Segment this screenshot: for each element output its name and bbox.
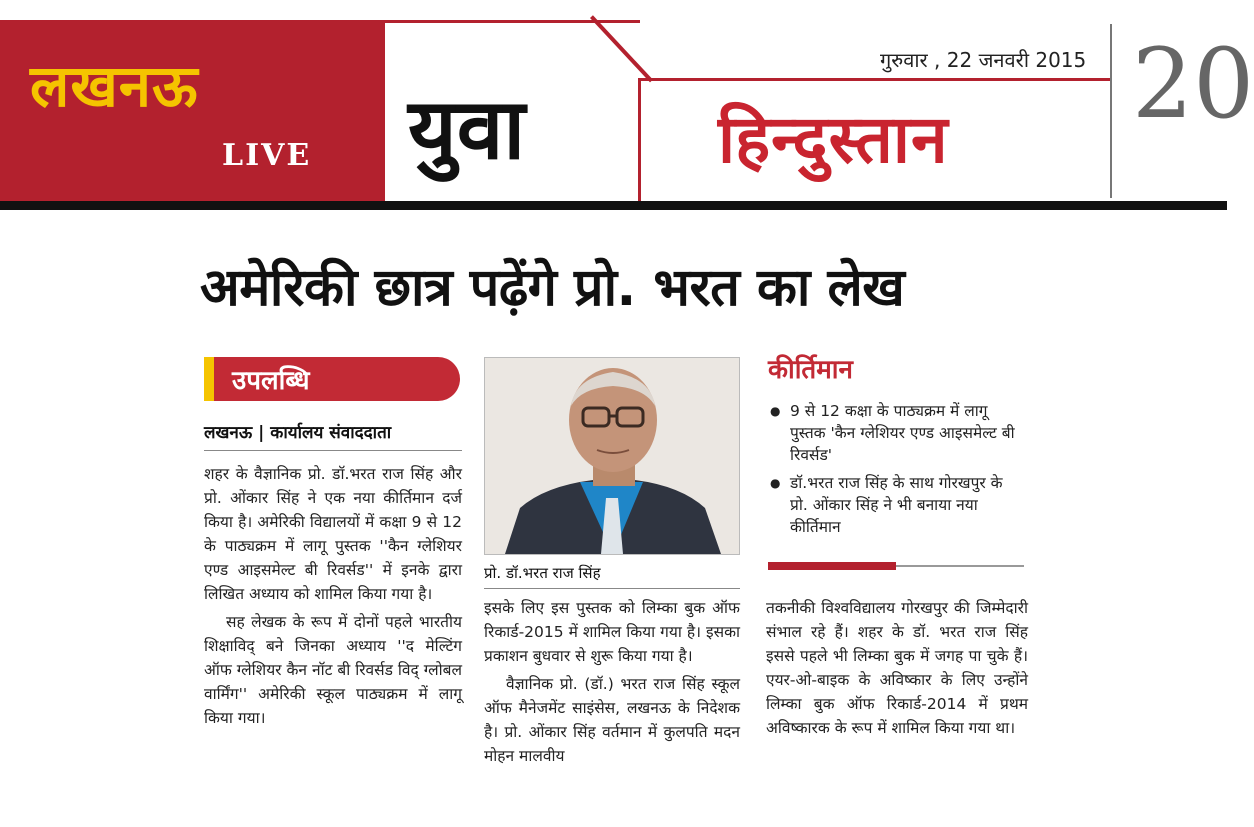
column-2-paragraph-2: वैज्ञानिक प्रो. (डॉ.) भरत राज सिंह स्कूल ऑफ मैनेजमेंट साइंसेस, लखनऊ के निदेशक है। प्रो. ओंकार सिंह वर्तमान में कुलपति मदन मोहन मालवीय — [484, 675, 740, 765]
caption-rule — [484, 588, 740, 589]
column-1-paragraph-1: शहर के वैज्ञानिक प्रो. डॉ.भरत राज सिंह और प्रो. ओंकार सिंह ने एक नया कीर्तिमान दर्ज किया है। अमेरिकी विद्यालयों में कक्षा 9 से 12 के पाठ्यक्रम में लागू पुस्तक ''कैन ग्लेशियर एण्ड आइसमेल्ट बी रिवर्सड'' में इनके द्वारा लिखित अध्याय को शामिल किया गया है। — [204, 465, 462, 603]
record-item: ● डॉ.भरत राज सिंह के साथ गोरखपुर के प्रो. ओंकार सिंह ने भी बनाया नया कीर्तिमान — [770, 472, 1025, 538]
section-tag-label: उपलब्धि — [232, 366, 310, 396]
author-photo — [484, 357, 740, 555]
column-2 — [484, 596, 740, 768]
dateline: लखनऊ | कार्यालय संवाददाता — [204, 423, 392, 443]
record-box-gray-rule — [896, 565, 1024, 567]
live-label: LIVE — [222, 138, 312, 173]
page-number-divider — [1110, 24, 1112, 198]
section-name: युवा — [408, 80, 526, 178]
dateline-rule — [204, 450, 462, 451]
newspaper-logo: हिन्दुस्तान — [718, 101, 949, 178]
column-2-paragraph-1: इसके लिए इस पुस्तक को लिम्का बुक ऑफ रिकार्ड-2015 में शामिल किया गया है। इसका प्रकाशन बुधवार से शुरू किया गया है। — [484, 599, 740, 665]
masthead-red-divider — [638, 78, 641, 204]
section-tag — [204, 357, 460, 401]
article-headline: अमेरिकी छात्र पढ़ेंगे प्रो. भरत का लेख — [200, 258, 905, 318]
column-1-paragraph-2: सह लेखक के रूप में दोनों पहले भारतीय शिक्षाविद् बने जिनका अध्याय ''द मेल्टिंग ऑफ ग्लेशियर कैन नॉट बी रिवर्सड विद् ग्लोबल वार्मिंग'' अमेरिकी स्कूल पाठ्यक्रम में लागू किया गया। — [204, 613, 462, 727]
author-photo-image — [485, 358, 739, 554]
section-tag-accent — [204, 357, 214, 401]
record-item: ● 9 से 12 कक्षा के पाठ्यक्रम में लागू पुस्तक 'कैन ग्लेशियर एण्ड आइसमेल्ट बी रिवर्सड' — [770, 400, 1025, 466]
column-1 — [204, 462, 462, 730]
column-3-paragraph-1: तकनीकी विश्वविद्यालय गोरखपुर की जिम्मेदारी संभाल रहे हैं। शहर के डॉ. भरत राज सिंह इससे पहले भी लिम्का बुक में जगह पा चुके हैं। एयर-ओ-बाइक के अविष्कार के लिए उन्होंने लिम्का बुक ऑफ रिकार्ड-2014 में प्रथम अविष्कारक के रूप में शामिल किया गया था। — [766, 599, 1028, 737]
record-box-title: कीर्तिमान — [768, 355, 853, 385]
record-list — [770, 400, 1025, 544]
photo-caption: प्रो. डॉ.भरत राज सिंह — [484, 564, 601, 582]
city-title: लखनऊ — [30, 52, 199, 120]
issue-date: गुरुवार , 22 जनवरी 2015 — [880, 48, 1087, 72]
column-3 — [766, 596, 1028, 740]
masthead-red-rule — [640, 78, 1110, 81]
page-number: 20 — [1132, 28, 1254, 140]
record-box-red-rule — [768, 562, 896, 570]
masthead-black-bar — [0, 201, 1227, 210]
